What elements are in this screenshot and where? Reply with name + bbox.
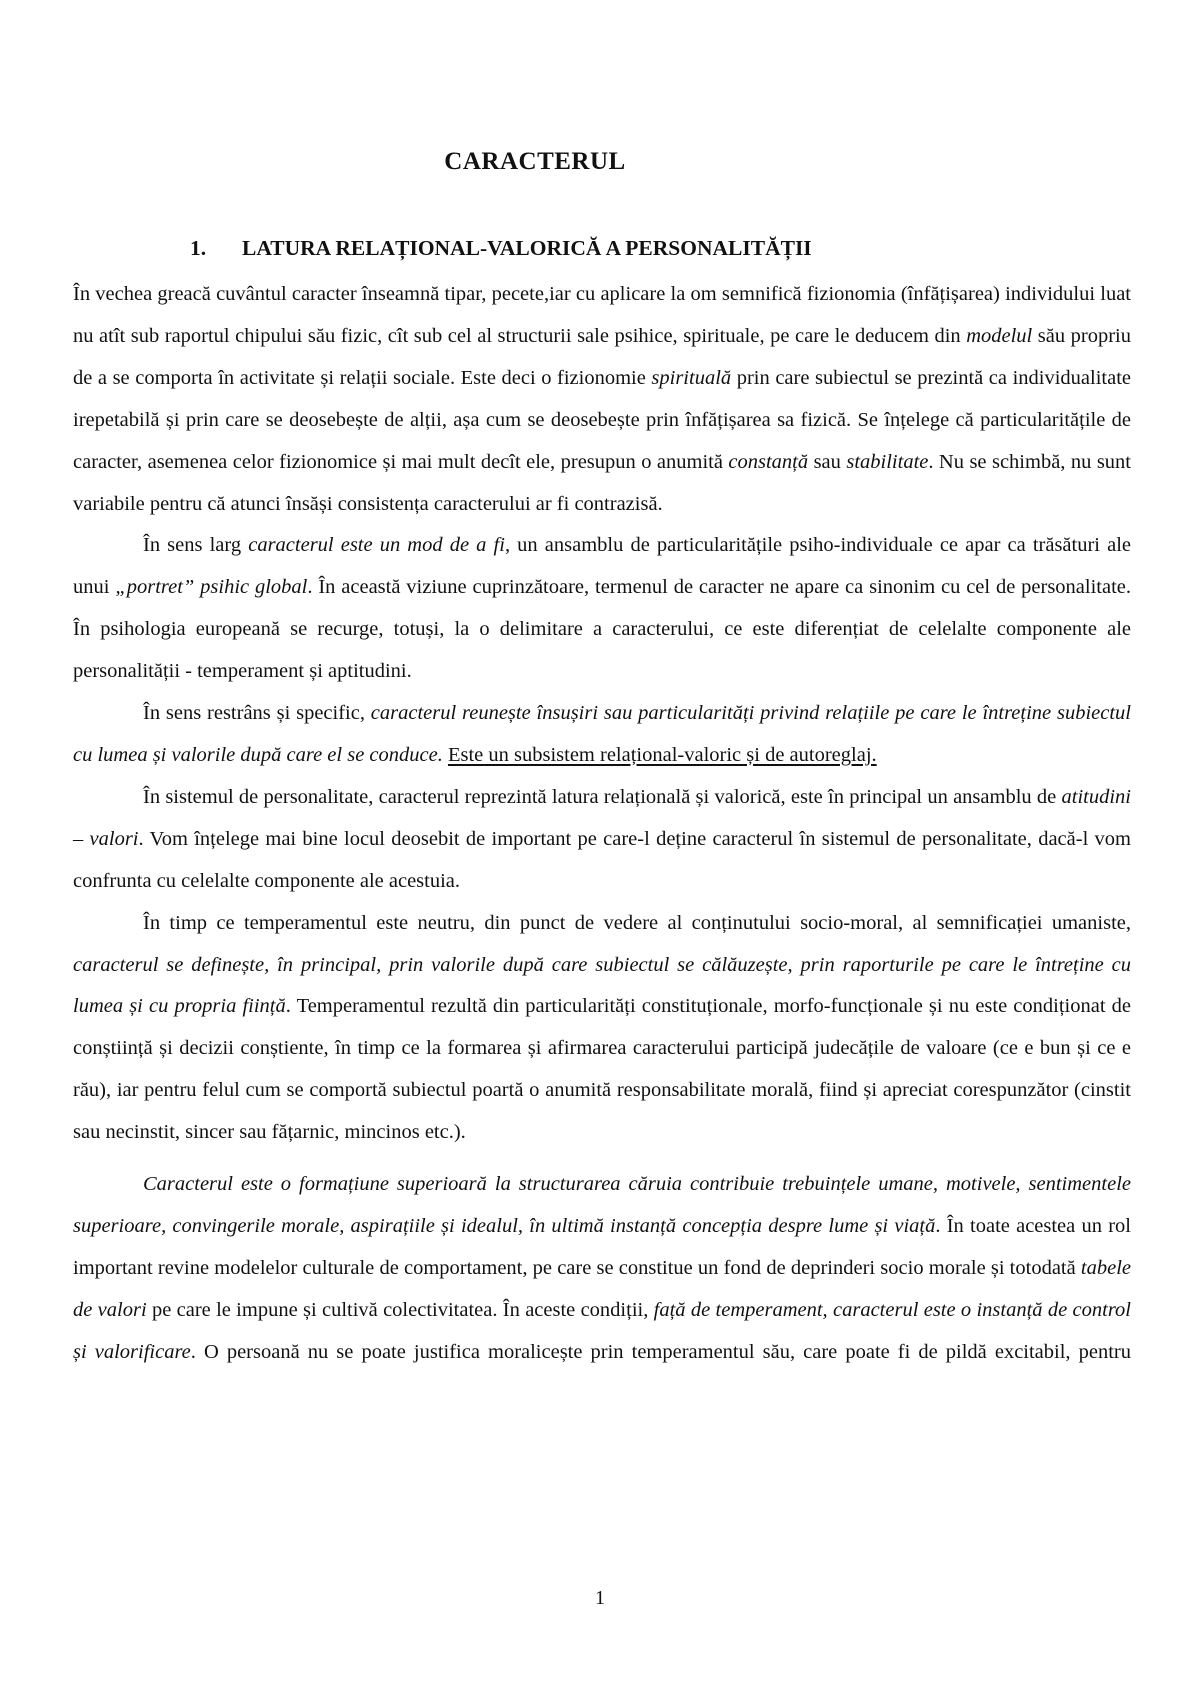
paragraph-5	[73, 903, 1131, 1154]
italic-run: Caracterul este o formațiune superioară la structurarea căruia contribuie trebuințele umane, motivele, sentimentele superioare, convingerile morale, aspirațiile și idealul, în ultimă instanță concepția despre lume și viață	[73, 1173, 1131, 1237]
section-heading	[190, 236, 812, 261]
text-run: În timp ce temperamentul este neutru, din punct de vedere al conținutului socio-moral, al semnificației umaniste,	[143, 911, 1131, 934]
italic-run: constanță	[728, 450, 809, 473]
italic-run: modelul	[966, 324, 1033, 347]
text-run: . Nu se schimbă, nu sunt variabile pentru că atunci însăși consistența caracterului ar fi contrazisă.	[73, 450, 1131, 515]
paragraph-6	[73, 1164, 1131, 1374]
italic-run: față de temperament, caracterul este o instanță de control și valorificare	[73, 1298, 1131, 1363]
text-run: , un ansamblu de particularitățile psiho-individuale ce apar ca trăsături ale unui	[73, 534, 1131, 599]
page-number: 1	[595, 1587, 605, 1609]
italic-run: caracterul se definește, în principal, prin valorile după care subiectul se călăuzește, prin raporturile pe care le întreține cu lumea și cu propria ființă	[73, 953, 1131, 1018]
text-run: . Vom înțelege mai bine locul deosebit de important pe care-l deține caracterul în sistemul de personalitate, dacă-l vom confrunta cu celelalte componente ale acestuia.	[73, 827, 1131, 892]
italic-run: spirituală	[651, 366, 732, 389]
italic-run: caracterul este un mod de a fi	[248, 534, 505, 557]
text-run: . Temperamentul rezultă din particularități constituționale, morfo-funcționale și nu este condiționat de conștiință și decizii conștiente, în timp ce la formarea și afirmarea caracterului participă judecățile de valoare (ce e bun și ce e rău), iar pentru felul cum se comportă subiectul poartă o anumită responsabilitate morală, fiind și apreciat corespunzător (cinstit sau necinstit, sincer sau fățarnic, mincinos etc.).	[73, 995, 1131, 1144]
italic-run: atitudini – valori	[73, 785, 1131, 850]
text-run: său propriu de a se comporta în activitate și relații sociale. Este deci o fizionomie	[73, 324, 1131, 389]
text-run: . În această viziune cuprinzătoare, termenul de caracter ne apare ca sinonim cu cel de personalitate. În psihologia europeană se recurge, totuși, la o delimitare a caracterului, ce este diferențiat de celelalte componente ale personalității - temperament și aptitudini.	[73, 576, 1132, 683]
paragraph-4	[73, 777, 1131, 903]
paragraph-2	[73, 525, 1131, 693]
text-run: . În toate acestea un rol important revine modelelor culturale de comportament, pe care se constitue un fond de deprinderi socio morale și totodată	[73, 1214, 1131, 1279]
italic-run: „portret” psihic global	[115, 576, 308, 599]
paragraph-3	[73, 693, 1131, 777]
text-run: sau	[808, 450, 847, 473]
text-run: . O persoană nu se poate justifica moralicește prin temperamentul său, care poate fi de pildă excitabil, pentru	[190, 1340, 1131, 1363]
section-title: LATURA RELAȚIONAL-VALORICĂ A PERSONALITĂȚII	[242, 236, 812, 260]
text-run: În sens larg	[143, 534, 249, 557]
italic-run: tabele de valori	[73, 1256, 1131, 1321]
text-run: În sistemul de personalitate, caracterul reprezintă latura relațională și valorică, este în principal un ansamblu de	[143, 785, 1062, 808]
section-number: 1.	[190, 236, 207, 260]
text-run: pe care le impune și cultivă colectivitatea. În aceste condiții,	[146, 1298, 654, 1321]
document-title: CARACTERUL	[444, 148, 626, 175]
text-run: În sens restrâns și specific,	[143, 702, 371, 725]
paragraph-1	[73, 274, 1131, 525]
text-run: În vechea greacă cuvântul caracter înseamnă tipar, pecete,iar cu aplicare la om semnifică fizionomia (înfățișarea) individului luat nu atît sub raportul chipului său fizic, cît sub cel al structurii sale psihice, spirituale, pe care le deducem din	[73, 283, 1131, 347]
document-body	[73, 274, 1131, 1374]
italic-run: caracterul reunește însușiri sau particularități privind relațiile pe care le întreține subiectul cu lumea și valorile după care el se conduce.	[73, 702, 1131, 766]
text-run: prin care subiectul se prezintă ca individualitate irepetabilă și prin care se deosebește de alții, așa cum se deosebește prin înfățișarea sa fizică. Se înțelege că particularitățile de caracter, asemenea celor fizionomice și mai mult decît ele, presupun o anumită	[73, 366, 1131, 473]
italic-run: stabilitate	[846, 450, 929, 473]
underlined-run: Este un subsistem relațional-valoric și de autoreglaj.	[447, 743, 877, 766]
